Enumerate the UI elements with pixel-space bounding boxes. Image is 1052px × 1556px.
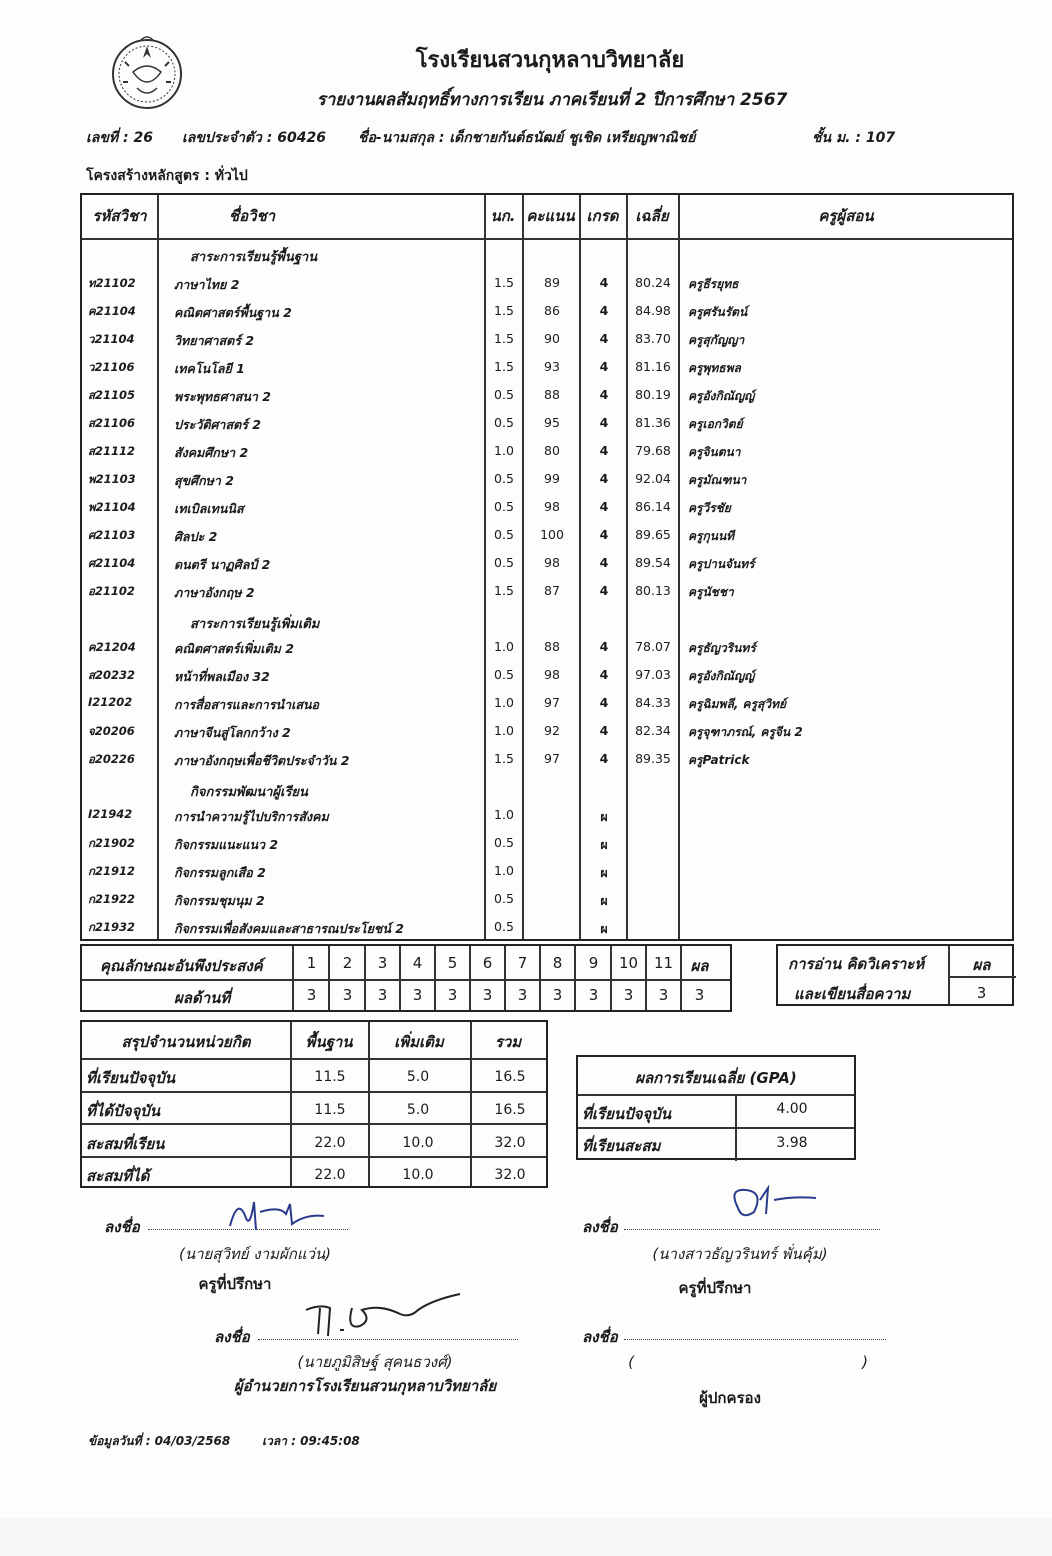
course-avg: 84.33: [635, 695, 671, 710]
course-avg: 84.98: [635, 303, 671, 318]
report-title: รายงานผลสัมฤทธิ์ทางการเรียน ภาคเรียนที่ 2 ปีการศึกษา 2567: [316, 90, 788, 110]
table-row: [82, 412, 1012, 436]
course-name: เทเบิลเทนนิส: [174, 501, 244, 516]
course-code: ก21922: [88, 892, 135, 906]
course-grade: 4: [599, 415, 609, 430]
course-code: ส21105: [88, 388, 136, 402]
characteristics-value: 3: [552, 986, 563, 1004]
course-code: อ20226: [88, 752, 135, 766]
course-credit: 0.5: [494, 919, 514, 934]
footer-time: เวลา : 09:45:08: [262, 1434, 360, 1448]
course-name: ประวัติศาสตร์ 2: [174, 417, 261, 432]
characteristics-total-value: 3: [694, 986, 705, 1004]
advisor1-name: (นายสุวิทย์ งามผักแว่น): [178, 1245, 332, 1263]
table-row: [82, 832, 1012, 856]
course-teacher: ครูปานจันทร์: [688, 557, 755, 571]
table-row: [82, 916, 1012, 940]
table-row: [82, 496, 1012, 520]
course-grade: 4: [599, 303, 609, 318]
characteristics-value: 3: [482, 986, 493, 1004]
course-teacher: ครูกุนนที: [688, 529, 735, 543]
course-name: คณิตศาสตร์พื้นฐาน 2: [174, 305, 292, 320]
course-credit: 1.5: [494, 303, 514, 318]
characteristics-table: [80, 944, 732, 1012]
course-credit: 1.0: [494, 639, 514, 654]
credit-row-label: สะสมที่ได้: [86, 1167, 150, 1185]
course-credit: 0.5: [494, 891, 514, 906]
course-teacher: ครูนัชชา: [688, 585, 734, 599]
characteristics-number: 11: [653, 954, 674, 972]
course-score: 93: [544, 359, 560, 374]
parent-role: ผู้ปกครอง: [699, 1389, 761, 1407]
director-role: ผู้อำนวยการโรงเรียนสวนกุหลาบวิทยาลัย: [233, 1377, 497, 1395]
course-name: ภาษาไทย 2: [174, 277, 240, 292]
reading-table: [776, 944, 1014, 1006]
course-code: ค21104: [88, 304, 136, 318]
characteristics-number: 10: [618, 954, 639, 972]
course-credit: 1.0: [494, 443, 514, 458]
course-name: พระพุทธศาสนา 2: [174, 389, 271, 404]
advisor1-role: ครูที่ปรึกษา: [198, 1275, 272, 1293]
course-avg: 89.54: [635, 555, 671, 570]
table-row: [82, 300, 1012, 324]
course-name: ภาษาอังกฤษ 2: [174, 585, 255, 600]
credit-summary-title: สรุปจำนวนหน่วยกิต: [121, 1033, 251, 1051]
course-code: ว21106: [88, 360, 135, 374]
course-name: ภาษาจีนสู่โลกกว้าง 2: [174, 725, 291, 740]
characteristics-value: 3: [412, 986, 423, 1004]
course-code: จ20206: [88, 724, 135, 738]
course-score: 89: [544, 275, 560, 290]
course-credit: 1.0: [494, 807, 514, 822]
course-name: สุขศึกษา 2: [174, 473, 234, 488]
characteristics-value: 3: [588, 986, 599, 1004]
course-score: 95: [544, 415, 560, 430]
course-grade: ผ: [600, 809, 608, 824]
characteristics-number: 8: [552, 954, 563, 972]
course-avg: 80.19: [635, 387, 671, 402]
table-row: [82, 272, 1012, 296]
characteristics-number: 9: [588, 954, 599, 972]
course-credit: 0.5: [494, 499, 514, 514]
credit-row-label: ที่ได้ปัจจุบัน: [86, 1102, 161, 1120]
course-score: 98: [544, 555, 560, 570]
course-score: 90: [544, 331, 560, 346]
course-name: กิจกรรมแนะแนว 2: [174, 837, 279, 852]
table-row: [82, 468, 1012, 492]
characteristics-number: 1: [306, 954, 317, 972]
course-credit: 0.5: [494, 387, 514, 402]
header-code: รหัสวิชา: [92, 207, 147, 225]
course-code: ส21112: [88, 444, 136, 458]
course-avg: 86.14: [635, 499, 671, 514]
course-grade: ผ: [600, 893, 608, 908]
course-grade: 4: [599, 443, 609, 458]
course-teacher: ครูPatrick: [688, 753, 750, 767]
student-number: เลขที่ : 26: [86, 130, 153, 146]
course-credit: 1.0: [494, 723, 514, 738]
course-avg: 80.24: [635, 275, 671, 290]
student-id: เลขประจำตัว : 60426: [182, 130, 326, 146]
characteristics-number: 4: [412, 954, 423, 972]
course-grade: 4: [599, 583, 609, 598]
course-grade: 4: [599, 359, 609, 374]
course-avg: 79.68: [635, 443, 671, 458]
course-name: หน้าที่พลเมือง 32: [174, 669, 270, 684]
table-row: [82, 384, 1012, 408]
course-code: ก21902: [88, 836, 135, 850]
course-name: ดนตรี นาฏศิลป์ 2: [174, 557, 271, 572]
gpa-cumulative-value: 3.98: [776, 1135, 808, 1151]
characteristics-value: 3: [658, 986, 669, 1004]
course-code: ก21932: [88, 920, 135, 934]
parent-open-paren: (: [628, 1353, 634, 1371]
course-credit: 1.5: [494, 751, 514, 766]
credit-row-total: 32.0: [494, 1135, 526, 1151]
table-row: [82, 888, 1012, 912]
reading-result-value: 3: [976, 984, 987, 1002]
course-credit: 0.5: [494, 471, 514, 486]
course-credit: 0.5: [494, 667, 514, 682]
course-avg: 83.70: [635, 331, 671, 346]
characteristics-number: 3: [377, 954, 388, 972]
course-code: ว21104: [88, 332, 135, 346]
course-name: การสื่อสารและการนำเสนอ: [174, 697, 320, 712]
credit-row-basic: 22.0: [314, 1135, 346, 1151]
credit-row-basic: 11.5: [314, 1069, 346, 1085]
gpa-table: [576, 1055, 856, 1160]
course-code: ส20232: [88, 668, 136, 682]
course-code: I21202: [88, 695, 133, 709]
credit-row-basic: 11.5: [314, 1102, 346, 1118]
characteristics-value: 3: [517, 986, 528, 1004]
credit-row-additional: 5.0: [406, 1102, 430, 1118]
credit-col-additional: เพิ่มเติม: [394, 1033, 444, 1051]
course-teacher: ครูสุกัญญา: [688, 333, 745, 347]
credit-row-additional: 10.0: [402, 1135, 434, 1151]
header-grade: เกรด: [586, 207, 619, 225]
course-teacher: ครูอังกิณัญญ์: [688, 389, 755, 403]
school-name: โรงเรียนสวนกุหลาบวิทยาลัย: [415, 48, 685, 73]
table-row: [82, 524, 1012, 548]
course-code: ส21106: [88, 416, 136, 430]
course-score: 92: [544, 723, 560, 738]
grades-table: [80, 193, 1014, 941]
header-name: ชื่อวิชา: [228, 207, 276, 225]
course-score: 98: [544, 667, 560, 682]
curriculum-structure: โครงสร้างหลักสูตร : ทั่วไป: [86, 168, 248, 184]
course-avg: 97.03: [635, 667, 671, 682]
credit-col-basic: พื้นฐาน: [305, 1033, 353, 1051]
reading-label-line2: และเขียนสื่อความ: [794, 985, 911, 1003]
characteristics-number: 5: [447, 954, 458, 972]
course-grade: ผ: [600, 837, 608, 852]
course-name: ภาษาอังกฤษเพื่อชีวิตประจำวัน 2: [174, 753, 350, 768]
table-row: [82, 692, 1012, 716]
course-teacher: ครูวีรชัย: [688, 501, 731, 515]
table-row: [82, 328, 1012, 352]
course-grade: 4: [599, 499, 609, 514]
course-credit: 1.5: [494, 359, 514, 374]
credit-row-basic: 22.0: [314, 1167, 346, 1183]
parent-close-paren: ): [862, 1353, 868, 1371]
advisor2-name: (นางสาวธัญวรินทร์ พั่นคุ้ม): [652, 1245, 828, 1263]
course-credit: 0.5: [494, 527, 514, 542]
header-credit: นก.: [490, 207, 516, 225]
course-teacher: ครูพุทธพล: [688, 361, 741, 375]
course-grade: 4: [599, 387, 609, 402]
course-avg: 80.13: [635, 583, 671, 598]
course-score: 88: [544, 639, 560, 654]
course-code: พ21104: [88, 500, 136, 514]
course-code: ก21912: [88, 864, 135, 878]
table-row: [82, 580, 1012, 604]
advisor2-role: ครูที่ปรึกษา: [678, 1279, 752, 1297]
header-teacher: ครูผู้สอน: [818, 207, 874, 225]
course-avg: 81.16: [635, 359, 671, 374]
table-row: [82, 720, 1012, 744]
course-teacher: ครูศรันรัตน์: [688, 305, 748, 319]
course-teacher: ครูธีรยุทธ: [688, 277, 739, 291]
course-teacher: ครูธัญวรินทร์: [688, 641, 756, 655]
table-row: [82, 440, 1012, 464]
course-grade: 4: [599, 527, 609, 542]
characteristics-number: 7: [517, 954, 528, 972]
characteristics-value: 3: [342, 986, 353, 1004]
student-class: ชั้น ม. : 107: [812, 130, 896, 146]
course-credit: 0.5: [494, 415, 514, 430]
credit-row-total: 16.5: [494, 1102, 526, 1118]
course-avg: 82.34: [635, 723, 671, 738]
course-grade: 4: [599, 471, 609, 486]
credit-row-label: ที่เรียนปัจจุบัน: [86, 1069, 175, 1087]
course-score: 87: [544, 583, 560, 598]
course-code: อ21102: [88, 584, 135, 598]
page-bottom-margin: [0, 1518, 1052, 1556]
course-name: ศิลปะ 2: [174, 529, 218, 544]
credit-summary-table: [80, 1020, 548, 1188]
course-name: สังคมศึกษา 2: [174, 445, 249, 460]
course-grade: 4: [599, 639, 609, 654]
sign-label-advisor2: ลงชื่อ: [582, 1218, 618, 1236]
reading-label-line1: การอ่าน คิดวิเคราะห์: [788, 955, 925, 973]
credit-row-total: 32.0: [494, 1167, 526, 1183]
course-teacher: ครูจุฑาภรณ์, ครูจีน 2: [688, 725, 803, 739]
characteristics-result-label: ผลด้านที่: [174, 989, 231, 1007]
course-score: 98: [544, 499, 560, 514]
header-score: คะแนน: [526, 207, 575, 225]
course-grade: ผ: [600, 865, 608, 880]
course-name: คณิตศาสตร์เพิ่มเติม 2: [174, 641, 294, 656]
characteristics-value: 3: [447, 986, 458, 1004]
course-code: ศ21103: [88, 528, 136, 542]
course-code: ท21102: [88, 276, 136, 290]
course-grade: 4: [599, 667, 609, 682]
course-score: 100: [540, 527, 564, 542]
course-code: ค21204: [88, 640, 136, 654]
course-grade: 4: [599, 331, 609, 346]
group-activities: กิจกรรมพัฒนาผู้เรียน: [190, 785, 308, 800]
gpa-current-value: 4.00: [776, 1101, 808, 1117]
course-credit: 0.5: [494, 835, 514, 850]
course-grade: 4: [599, 695, 609, 710]
course-grade: 4: [599, 275, 609, 290]
sign-line-parent: [624, 1338, 886, 1340]
course-teacher: ครูอังกิณัญญ์: [688, 669, 755, 683]
director-name: (นายภูมิสิษฐ์ สุคนธวงศ์): [297, 1353, 453, 1371]
course-score: 86: [544, 303, 560, 318]
credit-row-additional: 10.0: [402, 1167, 434, 1183]
credit-row-total: 16.5: [494, 1069, 526, 1085]
group-basic: สาระการเรียนรู้พื้นฐาน: [190, 250, 318, 265]
course-name: เทคโนโลยี 1: [174, 361, 245, 376]
course-teacher: ครูมัณฑนา: [688, 473, 747, 487]
gpa-current-label: ที่เรียนปัจจุบัน: [582, 1105, 671, 1123]
characteristics-value: 3: [306, 986, 317, 1004]
course-name: การนำความรู้ไปบริการสังคม: [174, 809, 329, 824]
characteristics-value: 3: [377, 986, 388, 1004]
course-teacher: ครูฉิมพลี, ครูสุวิทย์: [688, 697, 787, 711]
sign-label-parent: ลงชื่อ: [582, 1328, 618, 1346]
table-row: [82, 636, 1012, 660]
advisor2-signature: [724, 1178, 824, 1226]
table-row: [82, 748, 1012, 772]
course-grade: 4: [599, 723, 609, 738]
footer-date: ข้อมูลวันที่ : 04/03/2568: [88, 1434, 231, 1448]
sign-line-advisor2: [624, 1228, 880, 1230]
course-credit: 1.5: [494, 275, 514, 290]
table-row: [82, 664, 1012, 688]
gpa-cumulative-label: ที่เรียนสะสม: [582, 1137, 661, 1155]
table-row: [82, 356, 1012, 380]
course-code: I21942: [88, 807, 133, 821]
table-row: [82, 552, 1012, 576]
credit-row-label: สะสมที่เรียน: [86, 1135, 165, 1153]
characteristics-number: 2: [342, 954, 353, 972]
group-additional: สาระการเรียนรู้เพิ่มเติม: [190, 617, 320, 632]
characteristics-number: 6: [482, 954, 493, 972]
course-name: กิจกรรมเพื่อสังคมและสาธารณประโยชน์ 2: [174, 921, 404, 936]
course-grade: ผ: [600, 921, 608, 936]
course-credit: 1.5: [494, 331, 514, 346]
course-credit: 1.5: [494, 583, 514, 598]
course-name: วิทยาศาสตร์ 2: [174, 333, 255, 348]
reading-result-label: ผล: [972, 956, 991, 974]
school-seal-logo: [107, 32, 187, 114]
sign-label-advisor1: ลงชื่อ: [104, 1218, 140, 1236]
characteristics-value: 3: [623, 986, 634, 1004]
course-code: ศ21104: [88, 556, 136, 570]
course-code: พ21103: [88, 472, 136, 486]
header-average: เฉลี่ย: [635, 207, 669, 225]
course-score: 80: [544, 443, 560, 458]
course-avg: 92.04: [635, 471, 671, 486]
director-signature: [300, 1290, 470, 1346]
course-avg: 89.35: [635, 751, 671, 766]
course-name: กิจกรรมชุมนุม 2: [174, 893, 265, 908]
advisor1-signature: [220, 1188, 330, 1234]
course-credit: 1.0: [494, 863, 514, 878]
characteristics-total-label: ผล: [690, 957, 709, 975]
course-avg: 89.65: [635, 527, 671, 542]
table-row: [82, 804, 1012, 828]
student-name: ชื่อ-นามสกุล : เด็กชายกันต์ธนัฒย์ ชูเชิด เหรียญพาณิชย์: [358, 130, 696, 146]
characteristics-label: คุณลักษณะอันพึงประสงค์: [100, 957, 263, 975]
course-avg: 81.36: [635, 415, 671, 430]
course-credit: 0.5: [494, 555, 514, 570]
course-teacher: ครูเอกวิตย์: [688, 417, 743, 431]
gpa-title: ผลการเรียนเฉลี่ย (GPA): [635, 1069, 797, 1087]
course-name: กิจกรรมลูกเสือ 2: [174, 865, 266, 880]
course-score: 97: [544, 751, 560, 766]
course-score: 99: [544, 471, 560, 486]
course-score: 97: [544, 695, 560, 710]
course-avg: 78.07: [635, 639, 671, 654]
course-grade: 4: [599, 751, 609, 766]
credit-col-total: รวม: [494, 1033, 522, 1051]
course-score: 88: [544, 387, 560, 402]
course-teacher: ครูจินตนา: [688, 445, 741, 459]
sign-label-director: ลงชื่อ: [214, 1328, 250, 1346]
course-grade: 4: [599, 555, 609, 570]
credit-row-additional: 5.0: [406, 1069, 430, 1085]
table-row: [82, 860, 1012, 884]
course-credit: 1.0: [494, 695, 514, 710]
